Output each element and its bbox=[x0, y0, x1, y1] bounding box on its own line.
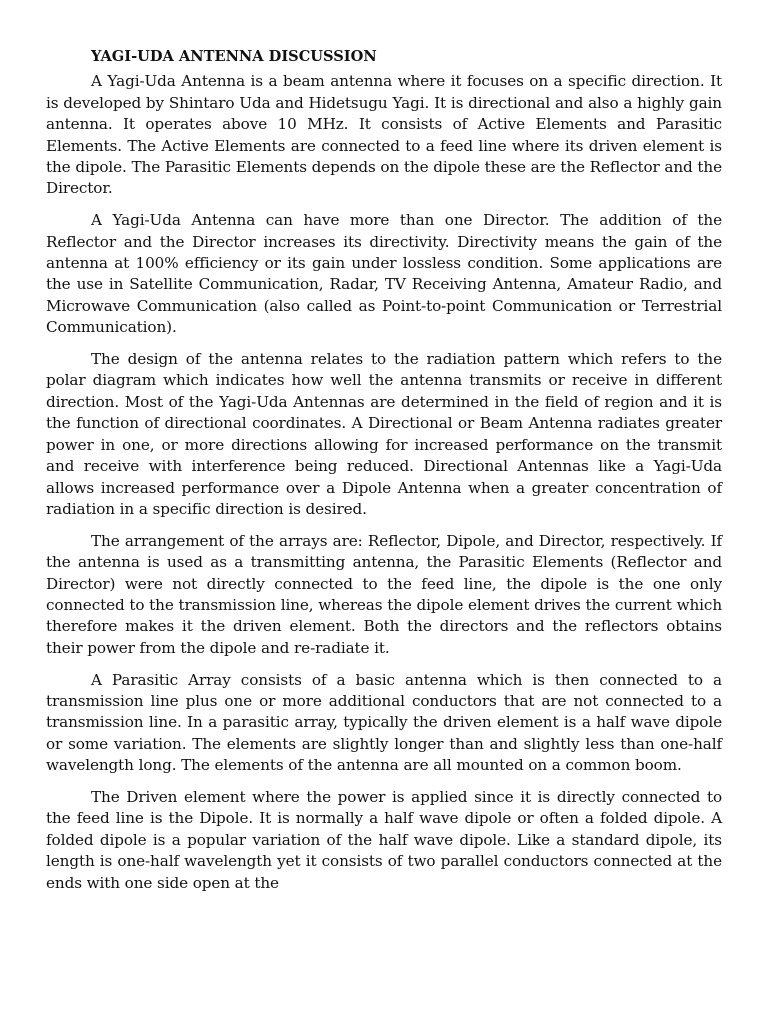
paragraph-radiation-pattern: The design of the antenna relates to the radiation pattern which refers to the polar diagram which indicates how well the antenna transmits or receive in different direction. Most of the Yagi-Uda Antennas are determined in the field of region and it is the function of directional coordinates. A Directional or Beam Antenna radiates greater power in one, or more directions allowing for increased performance on the transmit and receive with interference being reduced. Directional Antennas like a Yagi-Uda allows increased performance over a Dipole Antenna when a greater concentration of radiation in a specific direction is desired. bbox=[46, 350, 722, 518]
paragraph-intro: A Yagi-Uda Antenna is a beam antenna where it focuses on a specific direction. It is developed by Shintaro Uda and Hidetsugu Yagi. It is directional and also a highly gain antenna. It operates above 10 MHz. It consists of Active Elements and Parasitic Elements. The Active Elements are connected to a feed line where its driven element is the dipole. The Parasitic Elements depends on the dipole these are the Reflector and the Director. bbox=[46, 72, 722, 198]
document-body bbox=[46, 46, 722, 904]
paragraph-director-directivity: A Yagi-Uda Antenna can have more than one Director. The addition of the Reflector and the Director increases its directivity. Directivity means the gain of the antenna at 100% efficiency or its gain under lossless condition. Some applications are the use in Satellite Communication, Radar, TV Receiving Antenna, Amateur Radio, and Microwave Communication (also called as Point-to-point Communication or Terrestrial Communication). bbox=[46, 211, 722, 337]
paragraph-array-arrangement: The arrangement of the arrays are: Reflector, Dipole, and Director, respectively. If the antenna is used as a transmitting antenna, the Parasitic Elements (Reflector and Director) were not directly connected to the feed line, the dipole is the one only connected to the transmission line, whereas the dipole element drives the current which therefore makes it the driven element. Both the directors and the reflectors obtains their power from the dipole and re-radiate it. bbox=[46, 531, 722, 657]
paragraph-driven-element: The Driven element where the power is applied since it is directly connected to the feed line is the Dipole. It is normally a half wave dipole or often a folded dipole. A folded dipole is a popular variation of the half wave dipole. Like a standard dipole, its length is one-half wavelength yet it consists of two parallel conductors connected at the ends with one side open at the bbox=[46, 787, 722, 892]
paragraph-parasitic-array: A Parasitic Array consists of a basic antenna which is then connected to a transmission line plus one or more additional conductors that are not connected to a transmission line. In a parasitic array, typically the driven element is a half wave dipole or some variation. The elements are slightly longer than and slightly less than one-half wavelength long. The elements of the antenna are all mounted on a common boom. bbox=[46, 670, 722, 775]
document-title: YAGI-UDA ANTENNA DISCUSSION bbox=[91, 48, 377, 65]
